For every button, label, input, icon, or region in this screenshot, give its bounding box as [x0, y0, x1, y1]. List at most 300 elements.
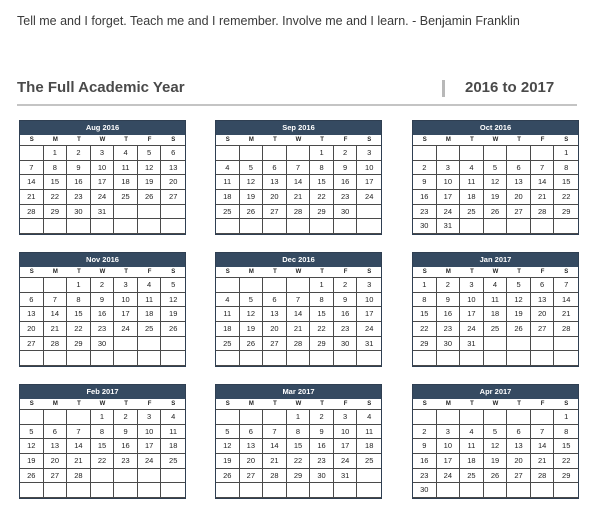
- date-cell: 8: [554, 161, 578, 176]
- date-cell: 15: [287, 439, 311, 454]
- weekday-label: F: [147, 269, 152, 275]
- date-grid: [216, 277, 381, 366]
- date-cell: 11: [114, 161, 138, 176]
- date-cell: 18: [357, 439, 381, 454]
- date-cell: 19: [240, 190, 264, 205]
- date-cell: [310, 483, 334, 498]
- date-cell: 10: [437, 175, 461, 190]
- date-cell: 29: [67, 337, 91, 352]
- date-cell: 7: [554, 278, 578, 293]
- date-cell: 24: [138, 454, 162, 469]
- date-cell: 8: [554, 425, 578, 440]
- date-cell: 7: [263, 425, 287, 440]
- weekday-label: W: [99, 401, 106, 407]
- date-cell: 6: [44, 425, 68, 440]
- date-cell: 25: [460, 205, 484, 220]
- date-cell: 9: [114, 425, 138, 440]
- date-grid: [413, 277, 578, 366]
- date-cell: [91, 351, 115, 366]
- date-cell: [240, 410, 264, 425]
- date-cell: 15: [67, 307, 91, 322]
- date-cell: [240, 483, 264, 498]
- date-cell: 2: [310, 410, 334, 425]
- date-cell: [507, 410, 531, 425]
- date-cell: 20: [263, 322, 287, 337]
- date-cell: [44, 278, 68, 293]
- date-cell: [263, 278, 287, 293]
- weekday-label: S: [225, 137, 230, 143]
- weekday-label: S: [29, 137, 34, 143]
- date-cell: 2: [334, 278, 358, 293]
- date-cell: 20: [240, 454, 264, 469]
- date-cell: [437, 410, 461, 425]
- title-divider: [442, 80, 445, 97]
- date-cell: 11: [484, 293, 508, 308]
- date-cell: 16: [310, 439, 334, 454]
- date-cell: 7: [531, 161, 555, 176]
- month-calendar: [215, 120, 382, 235]
- date-cell: 15: [413, 307, 437, 322]
- date-cell: 15: [91, 439, 115, 454]
- date-cell: [357, 351, 381, 366]
- date-cell: 27: [263, 337, 287, 352]
- date-cell: 13: [507, 175, 531, 190]
- date-cell: 24: [357, 190, 381, 205]
- date-cell: 6: [531, 278, 555, 293]
- date-cell: 2: [437, 278, 461, 293]
- date-cell: [413, 351, 437, 366]
- weekday-label: T: [517, 401, 521, 407]
- weekday-label: M: [52, 269, 58, 275]
- date-cell: 18: [460, 454, 484, 469]
- date-cell: 16: [114, 439, 138, 454]
- date-cell: 3: [357, 278, 381, 293]
- weekday-label: S: [225, 269, 230, 275]
- date-cell: [484, 483, 508, 498]
- date-cell: [263, 219, 287, 234]
- weekday-label: W: [295, 269, 302, 275]
- weekday-label: S: [29, 269, 34, 275]
- date-cell: 5: [161, 278, 185, 293]
- weekday-label: W: [99, 269, 106, 275]
- weekday-header-row: [413, 267, 578, 277]
- date-cell: [20, 278, 44, 293]
- date-cell: 17: [334, 439, 358, 454]
- date-cell: 26: [138, 190, 162, 205]
- weekday-label: S: [367, 401, 372, 407]
- weekday-label: M: [52, 401, 58, 407]
- date-cell: 22: [310, 190, 334, 205]
- weekday-label: F: [343, 269, 348, 275]
- date-cell: 19: [161, 307, 185, 322]
- weekday-label: T: [77, 269, 81, 275]
- date-cell: 4: [161, 410, 185, 425]
- date-cell: [44, 483, 68, 498]
- date-cell: 8: [310, 293, 334, 308]
- date-cell: 12: [216, 439, 240, 454]
- date-cell: 23: [334, 190, 358, 205]
- date-cell: 27: [20, 337, 44, 352]
- date-cell: 21: [20, 190, 44, 205]
- date-cell: 17: [357, 175, 381, 190]
- date-cell: [91, 483, 115, 498]
- weekday-label: T: [124, 401, 128, 407]
- date-cell: 10: [460, 293, 484, 308]
- date-cell: 10: [138, 425, 162, 440]
- month-calendar: [19, 252, 186, 367]
- date-cell: 22: [287, 454, 311, 469]
- weekday-label: T: [124, 137, 128, 143]
- date-cell: [484, 219, 508, 234]
- weekday-label: W: [295, 137, 302, 143]
- date-cell: 14: [20, 175, 44, 190]
- weekday-label: M: [445, 269, 451, 275]
- date-cell: [161, 205, 185, 220]
- date-cell: 12: [240, 175, 264, 190]
- date-cell: 23: [91, 322, 115, 337]
- date-cell: 26: [216, 469, 240, 484]
- date-cell: 13: [240, 439, 264, 454]
- date-grid: [20, 277, 185, 366]
- date-cell: 17: [460, 307, 484, 322]
- date-cell: 8: [67, 293, 91, 308]
- date-cell: [216, 219, 240, 234]
- date-cell: 4: [216, 161, 240, 176]
- date-cell: [334, 219, 358, 234]
- date-cell: 20: [507, 190, 531, 205]
- date-cell: [357, 205, 381, 220]
- date-cell: [114, 351, 138, 366]
- weekday-label: T: [273, 269, 277, 275]
- weekday-header-row: [413, 135, 578, 145]
- date-cell: [44, 219, 68, 234]
- date-cell: 24: [91, 190, 115, 205]
- date-cell: [484, 146, 508, 161]
- date-cell: 24: [334, 454, 358, 469]
- date-cell: 1: [554, 146, 578, 161]
- date-cell: 7: [531, 425, 555, 440]
- date-cell: 26: [507, 322, 531, 337]
- date-cell: 17: [114, 307, 138, 322]
- date-cell: 20: [507, 454, 531, 469]
- date-cell: 30: [67, 205, 91, 220]
- quote: Tell me and I forget. Teach me and I remember. Involve me and I learn. - Benjamin Franklin: [17, 14, 520, 28]
- date-cell: 9: [437, 293, 461, 308]
- date-cell: 1: [310, 146, 334, 161]
- date-cell: 21: [67, 454, 91, 469]
- date-grid: [20, 145, 185, 234]
- date-cell: 17: [437, 454, 461, 469]
- date-cell: 16: [334, 175, 358, 190]
- date-cell: 22: [413, 322, 437, 337]
- date-cell: [287, 483, 311, 498]
- weekday-label: M: [248, 137, 254, 143]
- date-cell: 13: [263, 175, 287, 190]
- date-cell: [138, 205, 162, 220]
- date-cell: 22: [310, 322, 334, 337]
- date-cell: [263, 410, 287, 425]
- date-cell: 3: [437, 161, 461, 176]
- date-cell: 9: [413, 439, 437, 454]
- date-cell: 26: [240, 337, 264, 352]
- date-cell: [554, 337, 578, 352]
- weekday-label: S: [29, 401, 34, 407]
- date-cell: 20: [20, 322, 44, 337]
- date-cell: 3: [460, 278, 484, 293]
- date-cell: 16: [413, 190, 437, 205]
- date-cell: 29: [413, 337, 437, 352]
- date-cell: [67, 351, 91, 366]
- weekday-label: T: [320, 401, 324, 407]
- date-cell: [531, 351, 555, 366]
- date-cell: 24: [437, 469, 461, 484]
- date-cell: 4: [460, 425, 484, 440]
- date-cell: [413, 146, 437, 161]
- date-cell: 3: [357, 146, 381, 161]
- month-calendar: [19, 384, 186, 499]
- date-cell: 4: [484, 278, 508, 293]
- weekday-label: S: [422, 401, 427, 407]
- date-cell: 29: [554, 469, 578, 484]
- weekday-label: S: [564, 269, 569, 275]
- date-cell: 28: [20, 205, 44, 220]
- date-cell: 13: [507, 439, 531, 454]
- date-cell: 25: [216, 205, 240, 220]
- date-cell: [20, 483, 44, 498]
- date-cell: [240, 278, 264, 293]
- date-cell: 16: [413, 454, 437, 469]
- date-cell: 19: [240, 322, 264, 337]
- page-title: The Full Academic Year: [17, 79, 185, 96]
- date-cell: 17: [91, 175, 115, 190]
- weekday-header-row: [20, 399, 185, 409]
- date-cell: 15: [554, 439, 578, 454]
- date-cell: 8: [287, 425, 311, 440]
- date-cell: 13: [44, 439, 68, 454]
- month-title: Jan 2017: [413, 253, 578, 267]
- date-cell: 28: [67, 469, 91, 484]
- weekday-label: W: [492, 269, 499, 275]
- date-cell: [554, 483, 578, 498]
- date-cell: 10: [437, 439, 461, 454]
- date-cell: 18: [114, 175, 138, 190]
- date-cell: 4: [114, 146, 138, 161]
- date-cell: 23: [114, 454, 138, 469]
- date-cell: 31: [460, 337, 484, 352]
- date-cell: 21: [287, 322, 311, 337]
- date-cell: 27: [507, 469, 531, 484]
- date-cell: [263, 483, 287, 498]
- weekday-label: S: [367, 137, 372, 143]
- date-cell: 4: [216, 293, 240, 308]
- date-cell: 23: [310, 454, 334, 469]
- date-cell: 30: [91, 337, 115, 352]
- date-cell: [216, 146, 240, 161]
- weekday-label: S: [564, 401, 569, 407]
- month-calendar: [412, 252, 579, 367]
- date-cell: [114, 483, 138, 498]
- date-cell: 28: [287, 337, 311, 352]
- date-cell: 24: [437, 205, 461, 220]
- date-cell: 6: [507, 161, 531, 176]
- weekday-label: T: [273, 137, 277, 143]
- date-cell: 23: [413, 469, 437, 484]
- date-cell: 1: [554, 410, 578, 425]
- weekday-label: F: [147, 137, 152, 143]
- date-cell: [484, 351, 508, 366]
- date-cell: [334, 483, 358, 498]
- date-cell: 11: [216, 307, 240, 322]
- date-cell: 20: [531, 307, 555, 322]
- date-cell: 28: [44, 337, 68, 352]
- date-cell: 25: [357, 454, 381, 469]
- month-title: Nov 2016: [20, 253, 185, 267]
- date-cell: [67, 483, 91, 498]
- date-cell: 25: [138, 322, 162, 337]
- weekday-label: F: [343, 401, 348, 407]
- weekday-label: T: [124, 269, 128, 275]
- date-cell: 17: [138, 439, 162, 454]
- date-cell: [460, 483, 484, 498]
- date-cell: 9: [91, 293, 115, 308]
- date-cell: 30: [437, 337, 461, 352]
- date-cell: 15: [310, 307, 334, 322]
- date-cell: 21: [554, 307, 578, 322]
- date-cell: 11: [357, 425, 381, 440]
- date-cell: [437, 483, 461, 498]
- date-cell: 29: [287, 469, 311, 484]
- date-cell: 12: [20, 439, 44, 454]
- date-cell: 25: [484, 322, 508, 337]
- weekday-label: T: [470, 269, 474, 275]
- date-cell: 23: [334, 322, 358, 337]
- weekday-label: T: [77, 401, 81, 407]
- date-cell: 24: [357, 322, 381, 337]
- date-cell: [531, 337, 555, 352]
- date-cell: 12: [240, 307, 264, 322]
- date-cell: 13: [531, 293, 555, 308]
- date-cell: 20: [263, 190, 287, 205]
- date-cell: 5: [216, 425, 240, 440]
- date-cell: [484, 410, 508, 425]
- date-cell: 12: [484, 175, 508, 190]
- date-cell: 22: [44, 190, 68, 205]
- date-cell: 6: [507, 425, 531, 440]
- date-cell: 2: [413, 425, 437, 440]
- date-cell: 10: [357, 161, 381, 176]
- weekday-label: S: [422, 137, 427, 143]
- date-cell: 16: [437, 307, 461, 322]
- date-cell: [531, 219, 555, 234]
- date-cell: 1: [287, 410, 311, 425]
- date-cell: 21: [44, 322, 68, 337]
- date-cell: 30: [334, 205, 358, 220]
- date-cell: [240, 146, 264, 161]
- date-cell: [138, 337, 162, 352]
- date-cell: [138, 483, 162, 498]
- date-cell: 19: [484, 190, 508, 205]
- date-cell: [460, 146, 484, 161]
- weekday-label: M: [52, 137, 58, 143]
- weekday-label: T: [470, 137, 474, 143]
- weekday-header-row: [216, 267, 381, 277]
- date-cell: 1: [91, 410, 115, 425]
- weekday-header-row: [216, 135, 381, 145]
- date-cell: 31: [357, 337, 381, 352]
- weekday-label: F: [147, 401, 152, 407]
- date-cell: 13: [20, 307, 44, 322]
- date-cell: 14: [287, 175, 311, 190]
- date-cell: [437, 351, 461, 366]
- date-cell: 23: [413, 205, 437, 220]
- date-cell: 17: [357, 307, 381, 322]
- weekday-label: T: [517, 137, 521, 143]
- date-cell: 30: [413, 219, 437, 234]
- date-grid: [20, 409, 185, 498]
- date-cell: [357, 469, 381, 484]
- date-cell: [507, 219, 531, 234]
- weekday-label: T: [273, 401, 277, 407]
- date-cell: 18: [460, 190, 484, 205]
- date-cell: 3: [138, 410, 162, 425]
- date-cell: 4: [460, 161, 484, 176]
- date-cell: [161, 351, 185, 366]
- date-cell: 3: [91, 146, 115, 161]
- date-cell: 12: [484, 439, 508, 454]
- date-cell: 27: [44, 469, 68, 484]
- date-cell: 8: [413, 293, 437, 308]
- date-cell: 6: [20, 293, 44, 308]
- month-title: Sep 2016: [216, 121, 381, 135]
- date-cell: 27: [263, 205, 287, 220]
- date-cell: 18: [138, 307, 162, 322]
- date-cell: [216, 351, 240, 366]
- date-cell: 30: [413, 483, 437, 498]
- weekday-label: F: [343, 137, 348, 143]
- date-cell: [161, 483, 185, 498]
- date-cell: 3: [114, 278, 138, 293]
- date-cell: 26: [484, 469, 508, 484]
- weekday-label: S: [367, 269, 372, 275]
- date-cell: [460, 219, 484, 234]
- date-cell: [263, 146, 287, 161]
- date-cell: 10: [114, 293, 138, 308]
- date-cell: 26: [240, 205, 264, 220]
- date-cell: 12: [161, 293, 185, 308]
- date-cell: 20: [161, 175, 185, 190]
- date-cell: 9: [67, 161, 91, 176]
- date-cell: 25: [114, 190, 138, 205]
- date-cell: 10: [357, 293, 381, 308]
- date-cell: 13: [263, 307, 287, 322]
- date-cell: [287, 219, 311, 234]
- date-cell: 5: [240, 161, 264, 176]
- date-cell: [507, 351, 531, 366]
- date-cell: 14: [44, 307, 68, 322]
- weekday-label: F: [540, 137, 545, 143]
- date-grid: [216, 145, 381, 234]
- date-cell: [357, 219, 381, 234]
- date-cell: 21: [531, 454, 555, 469]
- date-cell: [310, 351, 334, 366]
- date-cell: 5: [484, 161, 508, 176]
- date-cell: [554, 219, 578, 234]
- date-cell: 2: [413, 161, 437, 176]
- date-cell: [91, 469, 115, 484]
- date-cell: 14: [531, 175, 555, 190]
- weekday-label: F: [540, 269, 545, 275]
- weekday-label: S: [422, 269, 427, 275]
